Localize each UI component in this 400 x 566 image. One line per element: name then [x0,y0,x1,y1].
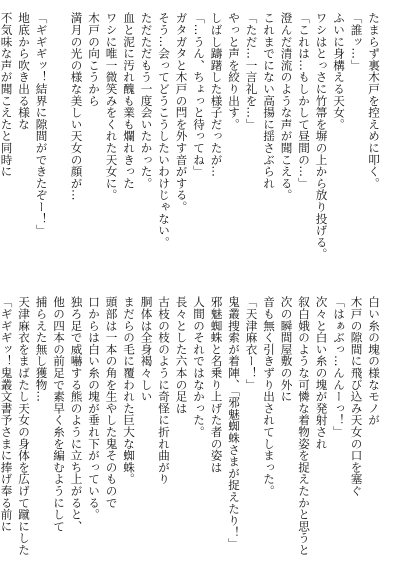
top-text-line: 澄んだ清流のような声が聞こえる。 [279,12,294,201]
bottom-text-line: 木戸の隙間に飛び込み天女の口を塞ぐ [349,296,364,497]
top-text-line: 血と泥に汚れ醜も業も爛れきった [122,12,136,189]
top-text-line: ワシに唯一微笑みをくれた天女に。 [104,12,119,201]
top-text-line: ワシはとっさに竹箒を塀の上から放り投げる。 [314,12,329,260]
bottom-text-line: 頭部は一本の角を生やした鬼そのもので [104,296,119,509]
bottom-text-line: 「ギギギッ！鬼叢文書予さまに捧げ奉る前に [0,296,14,532]
top-text-block [0,12,382,284]
top-text-line: しばし躊躇した様子だったが… [209,12,224,178]
top-text-line: 「これは…もしかして昼間の…」 [297,12,311,189]
top-text-line [50,12,68,284]
top-text-line: これまでにない高揚に揺さぶられ [262,12,276,189]
bottom-text-block [0,296,382,558]
top-text-line: そう…会ってどうこうしたいわけじゃない。 [157,12,171,248]
bottom-text-line: 音も無く引きずり出されてしまった。 [262,296,276,497]
top-text-line: 「ただ…一言礼を…」 [244,12,259,130]
top-text-line: やっと声を絞り出す。 [227,12,241,130]
top-text-line: 「誰ッ…」 [349,12,364,71]
bottom-text-line: 人間のそれではなかった。 [192,296,206,438]
bottom-text-line: 胴体は全身褐々しい [139,296,154,403]
bottom-text-line: 白い糸の塊の様なモノが [367,296,381,426]
bottom-text-line: 口からは白い糸の塊が垂れ下がっている。 [87,296,101,521]
bottom-text-line: 鬼叢捜索が着陣、「邪魅蜘蛛さまが捉えたり！」 [227,296,241,550]
bottom-text-line: 「天津麻衣ー！」 [244,296,259,391]
top-text-line: たまらず裏木戸を控えめに叩く。 [367,12,381,189]
bottom-text-line: 天津麻衣をまばたし天女の身体を広げて蹴にした [17,296,31,556]
top-text-line: ふいに身構える天女。 [332,12,346,130]
top-text-line: 不気味な声が聞こえたと同時に [0,12,14,178]
top-text-line: 「ギギギッ！結界に隙間ができたぞー！」 [34,12,49,237]
bottom-text-line: 長々とした六本の足は [174,296,189,414]
bottom-text-line: 独ろ足で威嚇する熊のように立ち上がると、 [69,296,84,532]
bottom-text-line: まだらの毛に覆われた巨大な蜘蛛。 [122,296,136,485]
top-text-line: 満月の光の様な美しい天女の顔が… [69,12,84,201]
bottom-text-line: 「はぁぶっ…んんーっ！」 [332,296,346,438]
bottom-text-line: 次の瞬間屋敷の外に [279,296,294,403]
bottom-text-line: 邪魅蜘蛛と名乗り上げた者の姿は [209,296,224,473]
top-text-line: ガタガタと木戸の閂を外す音がする。 [174,12,189,213]
bottom-text-line: 捕らえた無し獲物… [34,296,49,403]
bottom-text-line: 叙白娥のような可憐な着物姿を捉えたかと思うと [297,296,311,556]
bottom-text-line: 古枝の枝のように奇怪に折れ曲がり [157,296,171,485]
top-text-line: 「…うん、ちょっと待ってね」 [192,12,206,178]
bottom-text-line: 次々と白い糸の塊が発射され [314,296,329,450]
bottom-text-line: 他の四本の前足で素早く糸を編むようにして [52,296,66,532]
top-text-line: 木戸の向こうから [87,12,101,107]
top-text-line: 地底から吹き出る様な [17,12,31,130]
top-text-line: ただただもう一度会いたかった。 [139,12,154,189]
